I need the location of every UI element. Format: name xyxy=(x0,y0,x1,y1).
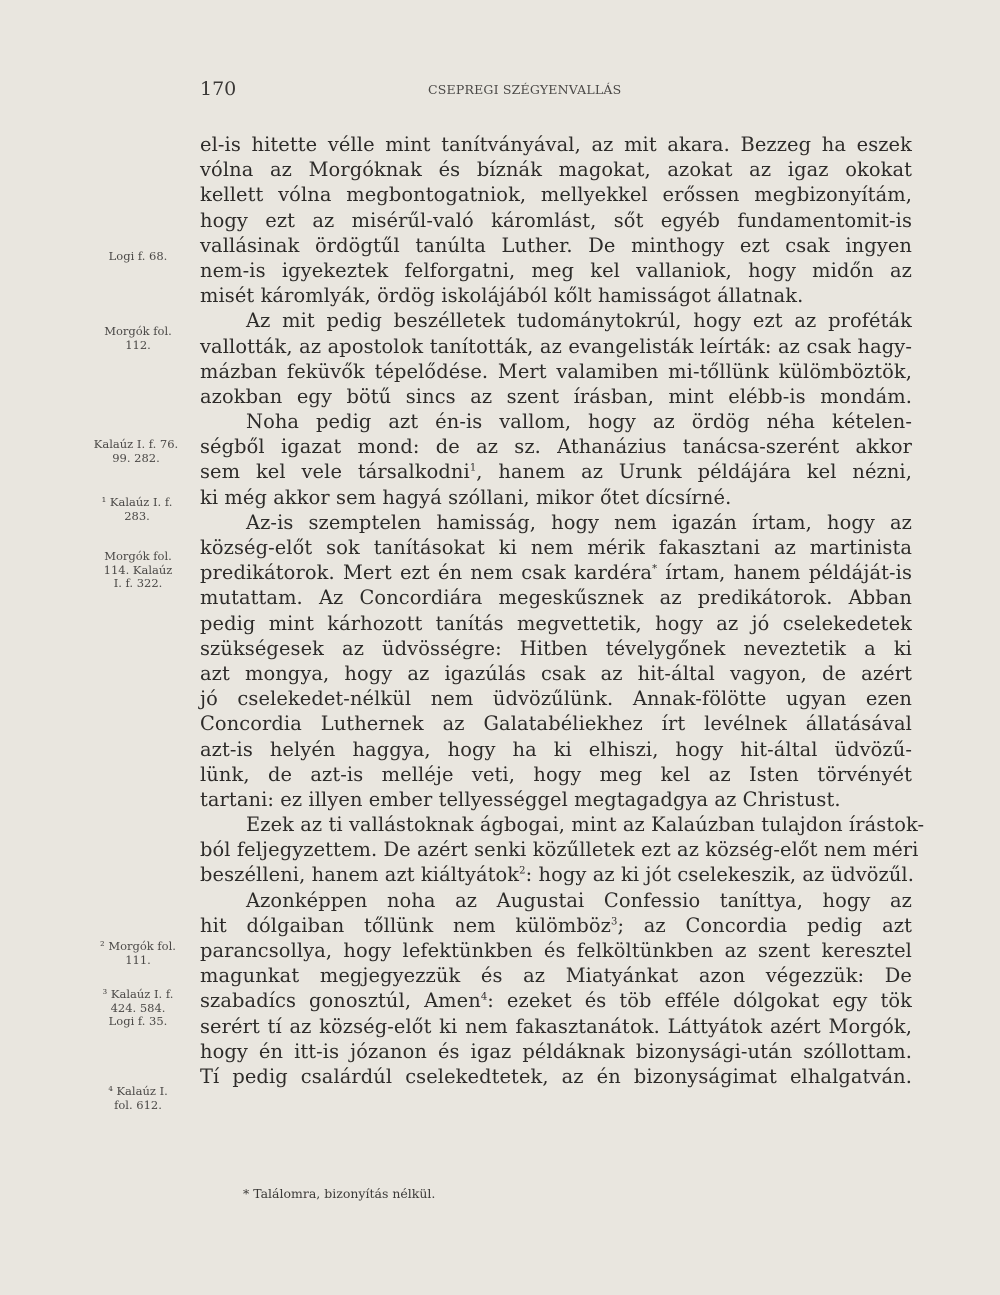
text-line: Az mit pedig beszélletek tudománytokrúl, hogy ezt az proféták xyxy=(246,309,912,333)
text-line: misét káromlyák, ördög iskolájából kőlt hamisságot állatnak. xyxy=(200,284,804,308)
text-fragment: szabadícs gonosztúl, Amen xyxy=(200,989,481,1013)
footnote-ref: 3 xyxy=(610,916,618,928)
text-fragment: hit dólgaiban tőllünk nem külömböz xyxy=(200,913,611,937)
text-fragment: : hogy az ki jót cselekeszik, az üdvözűl. xyxy=(525,863,915,887)
text-line: el-is hitette vélle mint tanítványával, az mit akara. Bezzeg ha eszek xyxy=(200,133,912,156)
text-line: Noha pedig azt én-is vallom, hogy az ördög néha kételen- xyxy=(246,410,912,434)
text-line: Tí pedig csalárdúl cselekedtetek, az én bizonyságimat elhalgatván. xyxy=(200,1064,912,1088)
text-line: ból feljegyzettem. De azért senki közűlletek ezt az község-előt nem méri xyxy=(200,838,919,862)
text-line: azokban egy bötű sincs az szent írásban, mint elébb-is mondám. xyxy=(200,384,912,408)
text-line: nem-is igyekeztek felforgatni, meg kel vallaniok, hogy midőn az xyxy=(200,258,912,282)
margin-note: ⁴ Kalaúz I. fol. 612. xyxy=(108,1084,168,1112)
text-line: mázban feküvők tépelődése. Mert valamiben mi-tőllünk külömböztök, xyxy=(200,359,912,383)
text-line: vallásinak ördögtűl tanúlta Luther. De minthogy ezt csak ingyen xyxy=(200,233,912,257)
text-line: Azonképpen noha az Augustai Confessio taníttya, hogy az xyxy=(246,888,912,912)
text-line: kellett vólna megbontogatniok, mellyekkel erőssen megbizonyítám, xyxy=(200,183,912,207)
text-line: hogy ezt az misérűl-való káromlást, sőt egyéb fundamentomit-is xyxy=(200,208,912,232)
text-fragment: ; az Concordia pedig azt xyxy=(617,913,913,937)
text-line: hogy én itt-is józanon és igaz példáknak bizonysági-után szóllottam. xyxy=(200,1039,912,1063)
running-title: CSEPREGI SZÉGYENVALLÁS xyxy=(428,82,622,97)
text-line: jó cselekedet-nélkül nem üdvözűlünk. Annak-fölötte ugyan ezen xyxy=(200,687,912,711)
text-line: ki még akkor sem hagyá szóllani, mikor őtet dícsírné. xyxy=(200,485,732,509)
margin-note: Morgók fol. 114. Kalaúz I. f. 322. xyxy=(103,549,173,590)
body-text xyxy=(200,132,925,1089)
text-line xyxy=(200,862,915,887)
text-line: ségből igazat mond: de az sz. Athanázius tanácsa-szerént akkor xyxy=(200,435,912,459)
text-fragment: sem kel vele társalkodni xyxy=(200,460,470,484)
text-line xyxy=(200,913,912,938)
margin-note: Morgók fol. 112. xyxy=(104,324,172,352)
margin-note: ² Morgók fol. 111. xyxy=(100,939,176,967)
text-line: lünk, de azt-is melléje veti, hogy meg kel az Isten törvényét xyxy=(200,762,912,786)
margin-note: ³ Kalaúz I. f. 424. 584. Logi f. 35. xyxy=(102,987,174,1028)
footnote-ref: 4 xyxy=(480,991,488,1003)
text-line: mutattam. Az Concordiára megeskűsznek az predikátorok. Abban xyxy=(200,586,912,610)
page-header xyxy=(0,78,1000,102)
text-fragment: írtam, hanem példáját-is xyxy=(657,561,912,585)
text-fragment: beszélleni, hanem azt kiáltyátok xyxy=(200,863,520,887)
text-line: serért tí az község-előt ki nem fakasztanátok. Láttyátok azért Morgók, xyxy=(200,1014,912,1038)
text-line: pedig mint kárhozott tanítás megvettetik, hogy az jó cselekedetek xyxy=(200,611,912,635)
text-line: Concordia Luthernek az Galatabéliekhez írt levélnek állatásával xyxy=(200,712,912,736)
text-line: azt mongya, hogy az igazúlás csak az hit-által vagyon, de azért xyxy=(200,661,912,685)
text-line xyxy=(200,988,912,1013)
margin-note: ¹ Kalaúz I. f. 283. xyxy=(101,495,173,523)
text-line: vólna az Morgóknak és bíznák magokat, azokat az igaz okokat xyxy=(200,158,912,182)
text-fragment: , hanem az Urunk példájára kel nézni, xyxy=(476,460,912,484)
text-line: szükségesek az üdvösségre: Hitben tévelygőnek neveztetik a ki xyxy=(200,636,912,660)
text-line: tartani: ez illyen ember tellyességgel megtagadgya az Christust. xyxy=(200,787,841,811)
footnote-ref: * xyxy=(652,563,658,575)
text-line: vallották, az apostolok tanították, az evangelisták leírták: az csak hagy- xyxy=(200,334,912,358)
text-line: parancsollya, hogy lefektünkben és felköltünkben az szent keresztel xyxy=(200,939,912,962)
margin-note: Logi f. 68. xyxy=(108,249,168,263)
margin-note: Kalaúz I. f. 76. 99. 282. xyxy=(93,437,179,465)
page-number: 170 xyxy=(200,78,237,100)
text-fragment: predikátorok. Mert ezt én nem csak kardéra xyxy=(200,561,653,585)
footnote: * Találomra, bizonyítás nélkül. xyxy=(243,1186,436,1201)
text-line: község-előt sok tanításokat ki nem mérik fakasztani az martinista xyxy=(200,536,912,559)
text-fragment: : ezeket és töb efféle dólgokat egy tök xyxy=(487,989,912,1013)
text-line: magunkat megjegyezzük és az Miatyánkat azon végezzük: De xyxy=(200,964,912,988)
text-line xyxy=(200,560,912,585)
footnote-ref: 1 xyxy=(469,462,477,474)
text-line: Az-is szemptelen hamisság, hogy nem igazán írtam, hogy az xyxy=(246,510,912,534)
text-line: Ezek az ti vallástoknak ágbogai, mint az Kalaúzban tulajdon írástok- xyxy=(246,813,925,837)
text-line: azt-is helyén haggya, hogy ha ki elhiszi, hogy hit-által üdvözű- xyxy=(200,737,912,761)
text-line xyxy=(200,459,912,484)
footnote-ref: 2 xyxy=(519,865,526,877)
